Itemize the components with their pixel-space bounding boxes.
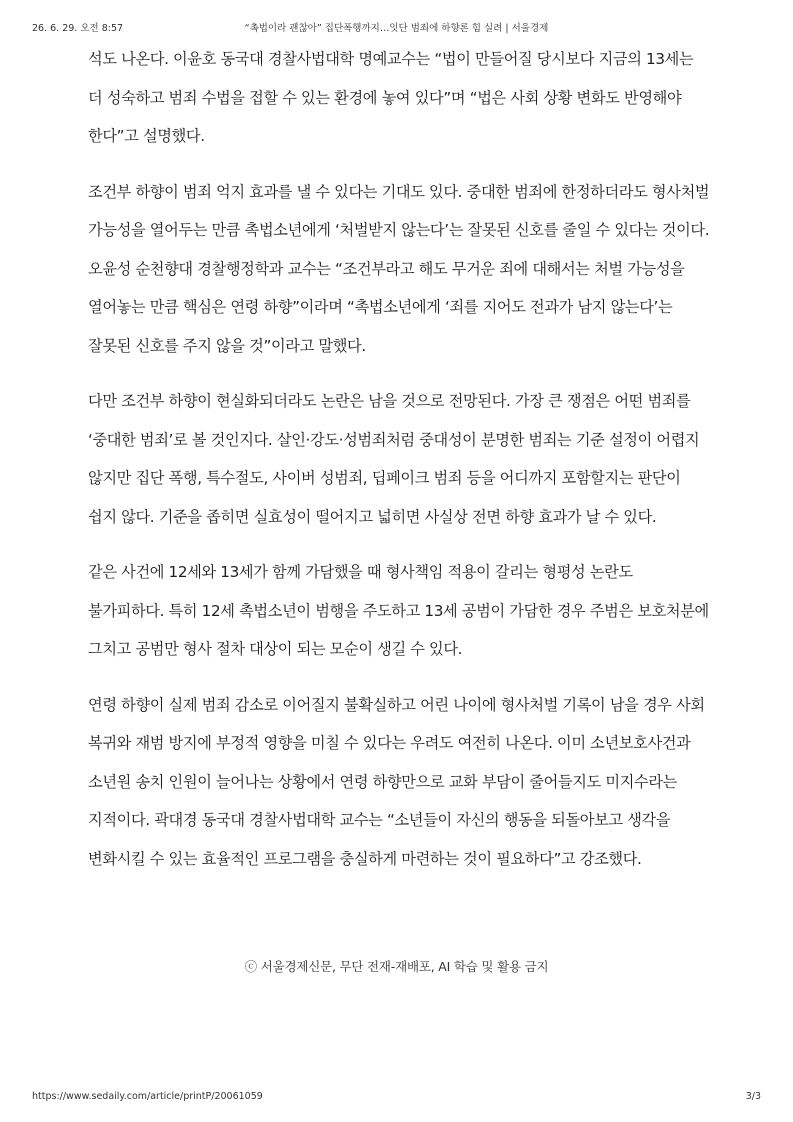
article-paragraph: 다만 조건부 하향이 현실화되더라도 논란은 남을 것으로 전망된다. 가장 큰 쟁점은 어떤 범죄를 ‘중대한 범죄’로 볼 것인지다. 살인·강도·성범죄처럼 중대성이 분명한 범죄는 기준 설정이 어렵지 않지만 집단 폭행, 특수절도, 사이버 성범죄, 딥페이크 범죄 등을 어디까지 포함할지는 판단이 쉽지 않다. 기준을 좁히면 실효성이 떨어지고 넓히면 사실상 전면 하향 효과가 날 수 있다. <box>88 392 700 526</box>
print-page-title: “촉법이라 괜찮아” 집단폭행까지…잇단 범죄에 하향론 힘 실려 | 서울경제 <box>244 23 549 34</box>
page-number: 3/3 <box>745 1091 761 1102</box>
article-body <box>88 40 710 895</box>
article-paragraph: 연령 하향이 실제 범죄 감소로 이어질지 불확실하고 어린 나이에 형사처벌 기록이 남을 경우 사회 복귀와 재범 방지에 부정적 영향을 미칠 수 있다는 우려도 여전히 나온다. 이미 소년보호사건과 소년원 송치 인원이 늘어나는 상황에서 연령 하향만으로 교화 부담이 줄어들지도 미지수라는 지적이다. 곽대경 동국대 경찰사법대학 교수는 “소년들이 자신의 행동을 되돌아보고 생각을 변화시킬 수 있는 효율적인 프로그램을 충실하게 마련하는 것이 필요하다”고 강조했다. <box>88 695 705 868</box>
article-paragraph: 석도 나온다. 이윤호 동국대 경찰사법대학 명예교수는 “법이 만들어질 당시보다 지금의 13세는 더 성숙하고 범죄 수법을 접할 수 있는 환경에 놓여 있다”며 “법은 사회 상황 변화도 반영해야 한다”고 설명했다. <box>88 50 694 145</box>
print-url[interactable]: https://www.sedaily.com/article/printP/20061059 <box>32 1091 263 1102</box>
print-datetime: 26. 6. 29. 오전 8:57 <box>32 23 124 34</box>
copyright-notice: ⓒ 서울경제신문, 무단 전재-재배포, AI 학습 및 활용 금지 <box>244 959 549 974</box>
print-header <box>32 20 761 34</box>
article-paragraph: 같은 사건에 12세와 13세가 함께 가담했을 때 형사책임 적용이 갈리는 형평성 논란도 불가피하다. 특히 12세 촉법소년이 범행을 주도하고 13세 공범이 가담한 경우 주범은 보호처분에 그치고 공범만 형사 절차 대상이 되는 모순이 생길 수 있다. <box>88 563 709 658</box>
article-paragraph: 조건부 하향이 범죄 억지 효과를 낼 수 있다는 기대도 있다. 중대한 범죄에 한정하더라도 형사처벌 가능성을 열어두는 만큼 촉법소년에게 ‘처벌받지 않는다’는 잘못된 신호를 줄일 수 있다는 것이다. 오윤성 순천향대 경찰행정학과 교수는 “조건부라고 해도 무거운 죄에 대해서는 처벌 가능성을 열어놓는 만큼 핵심은 연령 하향”이라며 “촉법소년에게 ‘죄를 지어도 전과가 남지 않는다’는 잘못된 신호를 주지 않을 것”이라고 말했다. <box>88 182 710 355</box>
print-footer <box>32 1091 761 1105</box>
